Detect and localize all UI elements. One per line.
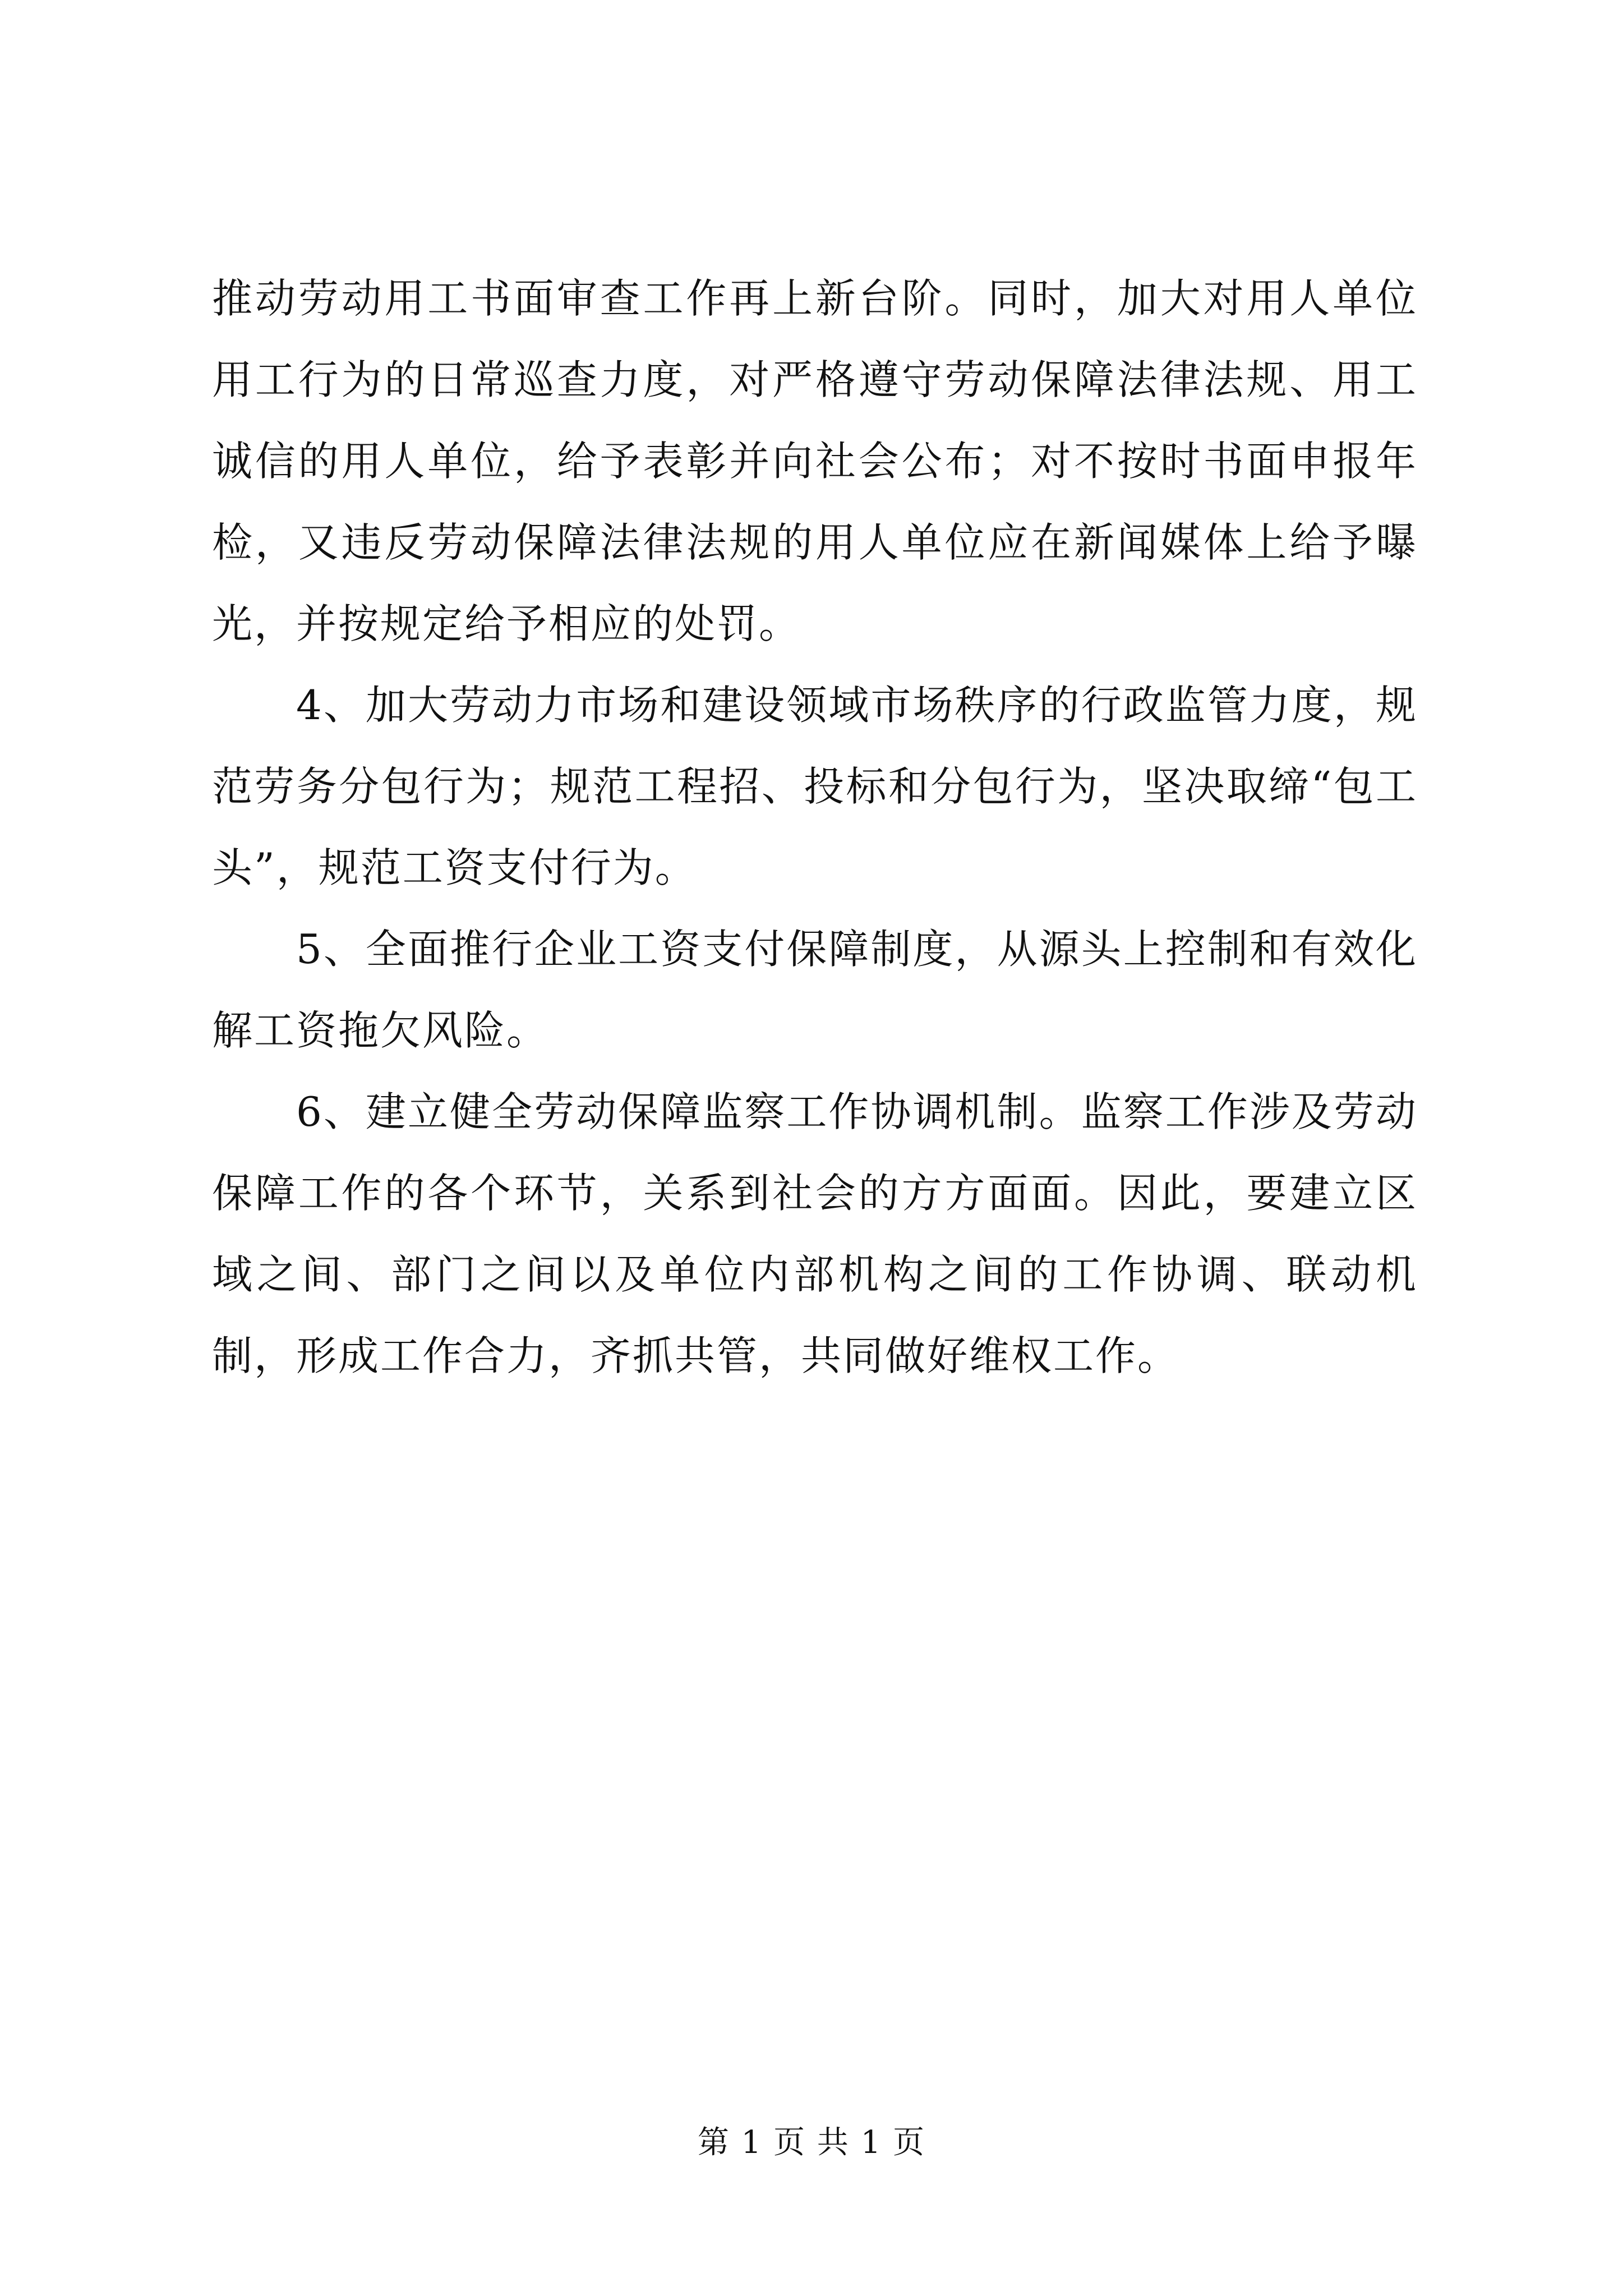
paragraph-item-4: 4、加大劳动力市场和建设领域市场秩序的行政监管力度，规范劳务分包行为；规范工程招、投标和分包行为，坚决取缔“包工头”，规范工资支付行为。 [212, 682, 1418, 891]
paragraph-continuation: 推动劳动用工书面审查工作再上新台阶。同时，加大对用人单位用工行为的日常巡查力度，对严格遵守劳动保障法律法规、用工诚信的用人单位，给予表彰并向社会公布；对不按时书面申报年检，又违反劳动保障法律法规的用人单位应在新闻媒体上给予曝光，并按规定给予相应的处罚。 [212, 275, 1418, 647]
page-footer: 第 1 页 共 1 页 [697, 2124, 926, 2161]
paragraph-item-6: 6、建立健全劳动保障监察工作协调机制。监察工作涉及劳动保障工作的各个环节，关系到社会的方方面面。因此，要建立区域之间、部门之间以及单位内部机构之间的工作协调、联动机制，形成工作合力，齐抓共管，共同做好维权工作。 [212, 1088, 1418, 1379]
document-body [212, 258, 1418, 1397]
paragraph-item-5: 5、全面推行企业工资支付保障制度，从源头上控制和有效化解工资拖欠风险。 [212, 926, 1418, 1054]
